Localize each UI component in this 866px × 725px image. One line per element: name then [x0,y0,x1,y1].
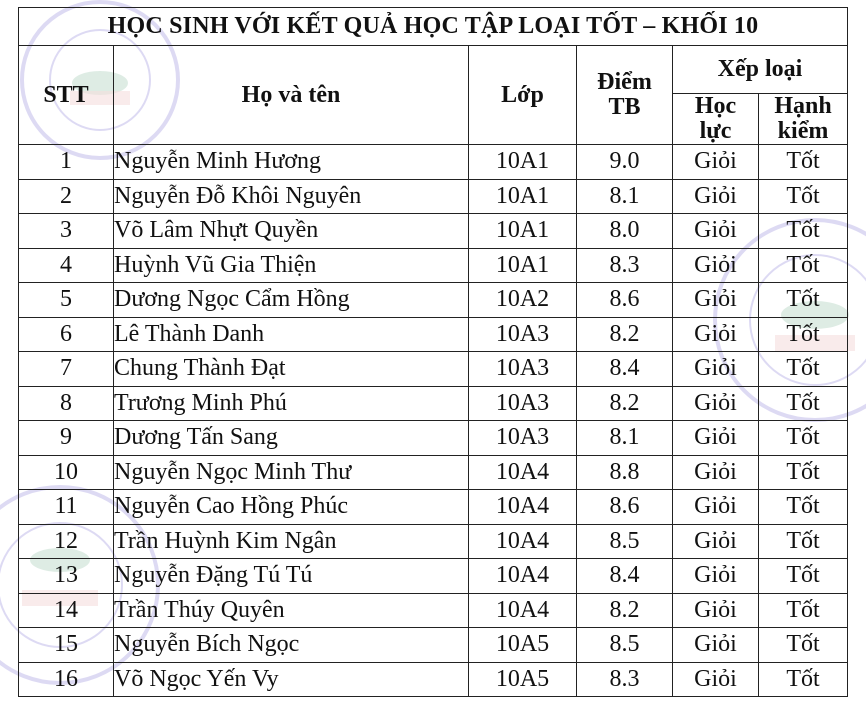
cell-score: 8.8 [577,455,673,490]
table-row [19,214,848,249]
cell-name: Nguyễn Minh Hương [114,145,469,180]
table-row [19,317,848,352]
cell-class: 10A4 [469,455,577,490]
cell-academic: Giỏi [673,524,759,559]
cell-class: 10A4 [469,490,577,525]
cell-score: 8.3 [577,248,673,283]
cell-academic: Giỏi [673,490,759,525]
cell-conduct: Tốt [759,352,848,387]
cell-name: Nguyễn Ngọc Minh Thư [114,455,469,490]
cell-stt: 5 [19,283,114,318]
cell-academic: Giỏi [673,593,759,628]
cell-conduct: Tốt [759,628,848,663]
cell-conduct: Tốt [759,317,848,352]
cell-name: Huỳnh Vũ Gia Thiện [114,248,469,283]
cell-academic: Giỏi [673,628,759,663]
cell-academic: Giỏi [673,421,759,456]
cell-stt: 1 [19,145,114,180]
cell-score: 9.0 [577,145,673,180]
cell-stt: 9 [19,421,114,456]
cell-name: Võ Lâm Nhựt Quyền [114,214,469,249]
cell-class: 10A1 [469,179,577,214]
cell-score: 8.1 [577,179,673,214]
cell-score: 8.5 [577,628,673,663]
cell-conduct: Tốt [759,490,848,525]
cell-class: 10A4 [469,593,577,628]
cell-name: Chung Thành Đạt [114,352,469,387]
table-title: HỌC SINH VỚI KẾT QUẢ HỌC TẬP LOẠI TỐT – KHỐI 10 [19,8,848,46]
cell-class: 10A4 [469,524,577,559]
cell-name: Nguyễn Đặng Tú Tú [114,559,469,594]
cell-score: 8.1 [577,421,673,456]
cell-stt: 6 [19,317,114,352]
cell-class: 10A3 [469,386,577,421]
table-row [19,455,848,490]
cell-stt: 3 [19,214,114,249]
cell-stt: 12 [19,524,114,559]
cell-stt: 2 [19,179,114,214]
cell-academic: Giỏi [673,559,759,594]
header-academic-line2: lực [699,118,732,144]
cell-conduct: Tốt [759,455,848,490]
cell-academic: Giỏi [673,662,759,697]
table-row [19,593,848,628]
cell-name: Trương Minh Phú [114,386,469,421]
cell-academic: Giỏi [673,386,759,421]
table-row [19,179,848,214]
cell-conduct: Tốt [759,524,848,559]
cell-class: 10A1 [469,145,577,180]
cell-academic: Giỏi [673,214,759,249]
cell-conduct: Tốt [759,593,848,628]
table-row [19,490,848,525]
cell-conduct: Tốt [759,559,848,594]
header-stt: STT [19,46,114,145]
cell-score: 8.6 [577,283,673,318]
cell-academic: Giỏi [673,248,759,283]
table-row [19,248,848,283]
header-conduct [759,94,848,145]
cell-name: Trần Huỳnh Kim Ngân [114,524,469,559]
header-academic [673,94,759,145]
table-row [19,421,848,456]
cell-academic: Giỏi [673,352,759,387]
table-row [19,386,848,421]
header-name: Họ và tên [114,46,469,145]
cell-stt: 11 [19,490,114,525]
cell-conduct: Tốt [759,662,848,697]
cell-class: 10A3 [469,421,577,456]
cell-stt: 13 [19,559,114,594]
cell-name: Nguyễn Bích Ngọc [114,628,469,663]
cell-score: 8.2 [577,593,673,628]
header-conduct-line1: Hạnh [774,93,832,119]
honor-roll-table [18,7,848,697]
header-score-line2: TB [608,94,641,120]
header-score [577,46,673,145]
cell-class: 10A3 [469,352,577,387]
table-row [19,559,848,594]
cell-class: 10A4 [469,559,577,594]
table-row [19,352,848,387]
cell-conduct: Tốt [759,248,848,283]
cell-name: Lê Thành Danh [114,317,469,352]
cell-class: 10A5 [469,662,577,697]
cell-class: 10A1 [469,248,577,283]
cell-conduct: Tốt [759,145,848,180]
cell-score: 8.6 [577,490,673,525]
cell-stt: 8 [19,386,114,421]
cell-stt: 15 [19,628,114,663]
cell-academic: Giỏi [673,317,759,352]
cell-name: Nguyễn Cao Hồng Phúc [114,490,469,525]
cell-score: 8.2 [577,386,673,421]
cell-score: 8.5 [577,524,673,559]
table-row [19,662,848,697]
cell-class: 10A3 [469,317,577,352]
cell-name: Dương Tấn Sang [114,421,469,456]
cell-class: 10A5 [469,628,577,663]
cell-stt: 10 [19,455,114,490]
header-score-line1: Điểm [597,69,652,95]
cell-score: 8.3 [577,662,673,697]
header-academic-line1: Học [694,93,737,119]
header-ranking: Xếp loại [673,46,848,94]
header-conduct-line2: kiểm [777,118,829,144]
table-body [19,145,848,697]
cell-conduct: Tốt [759,179,848,214]
cell-stt: 7 [19,352,114,387]
cell-conduct: Tốt [759,283,848,318]
cell-academic: Giỏi [673,283,759,318]
cell-score: 8.0 [577,214,673,249]
cell-name: Nguyễn Đỗ Khôi Nguyên [114,179,469,214]
table-row [19,145,848,180]
cell-conduct: Tốt [759,386,848,421]
cell-academic: Giỏi [673,179,759,214]
cell-conduct: Tốt [759,214,848,249]
cell-name: Trần Thúy Quyên [114,593,469,628]
cell-score: 8.2 [577,317,673,352]
cell-name: Võ Ngọc Yến Vy [114,662,469,697]
cell-academic: Giỏi [673,455,759,490]
table-row [19,524,848,559]
cell-stt: 4 [19,248,114,283]
cell-name: Dương Ngọc Cẩm Hồng [114,283,469,318]
cell-conduct: Tốt [759,421,848,456]
cell-stt: 16 [19,662,114,697]
cell-academic: Giỏi [673,145,759,180]
cell-class: 10A2 [469,283,577,318]
cell-score: 8.4 [577,352,673,387]
table-row [19,628,848,663]
table-row [19,283,848,318]
cell-class: 10A1 [469,214,577,249]
header-class: Lớp [469,46,577,145]
cell-score: 8.4 [577,559,673,594]
cell-stt: 14 [19,593,114,628]
